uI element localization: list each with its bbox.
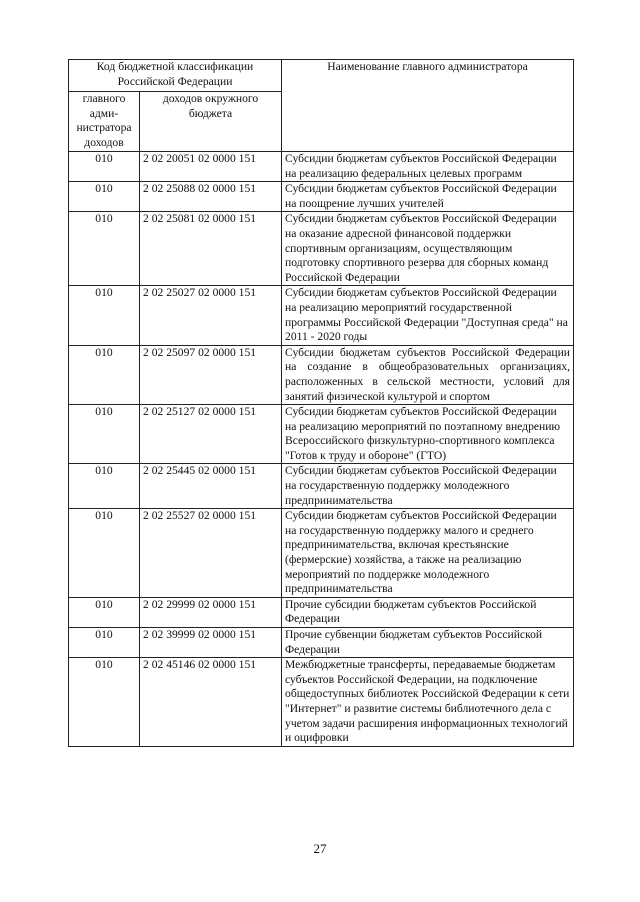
revenue-code-cell: 2 02 25097 02 0000 151: [140, 345, 282, 404]
revenue-code-cell: 2 02 25127 02 0000 151: [140, 405, 282, 464]
table-row: [69, 628, 574, 658]
admin-code-cell: 010: [69, 212, 140, 286]
administrator-name-cell: Субсидии бюджетам субъектов Российской Федерации на реализацию федеральных целевых программ: [282, 152, 574, 182]
admin-code-cell: 010: [69, 597, 140, 627]
budget-classification-table: [68, 59, 574, 747]
admin-code-cell: 010: [69, 286, 140, 345]
admin-code-cell: 010: [69, 509, 140, 598]
header-name-column: Наименование главного администратора: [282, 60, 574, 152]
admin-code-cell: 010: [69, 405, 140, 464]
table-row: [69, 509, 574, 598]
header-group-label: Код бюджетной классификации Российской Федерации: [69, 60, 282, 92]
administrator-name-cell: Субсидии бюджетам субъектов Российской Федерации на государственную поддержку малого и среднего предпринимательства, включая крестьянские (фермерские) хозяйства, а также на реализацию мероприятий по поддержке молодежного предпринимательства: [282, 509, 574, 598]
administrator-name-cell: Субсидии бюджетам субъектов Российской Федерации на реализацию мероприятий государственной программы Российской Федерации "Доступная среда" на 2011 - 2020 годы: [282, 286, 574, 345]
table-row: [69, 182, 574, 212]
table-row: [69, 464, 574, 509]
revenue-code-cell: 2 02 29999 02 0000 151: [140, 597, 282, 627]
administrator-name-cell: Субсидии бюджетам субъектов Российской Федерации на государственную поддержку молодежного предпринимательства: [282, 464, 574, 509]
table-row: [69, 286, 574, 345]
admin-code-cell: 010: [69, 152, 140, 182]
table-row: [69, 658, 574, 747]
admin-code-cell: 010: [69, 628, 140, 658]
administrator-name-cell: Субсидии бюджетам субъектов Российской Федерации на оказание адресной финансовой поддержки спортивным организациям, осуществляющим подготовку спортивного резерва для сборных команд Российской Федерации: [282, 212, 574, 286]
revenue-code-cell: 2 02 25027 02 0000 151: [140, 286, 282, 345]
revenue-code-cell: 2 02 25081 02 0000 151: [140, 212, 282, 286]
table-row: [69, 152, 574, 182]
table-row: [69, 405, 574, 464]
revenue-code-cell: 2 02 20051 02 0000 151: [140, 152, 282, 182]
table-row: [69, 597, 574, 627]
admin-code-cell: 010: [69, 658, 140, 747]
page-number: 27: [313, 841, 327, 856]
admin-code-cell: 010: [69, 464, 140, 509]
revenue-code-cell: 2 02 25445 02 0000 151: [140, 464, 282, 509]
admin-code-cell: 010: [69, 345, 140, 404]
administrator-name-cell: Субсидии бюджетам субъектов Российской Федерации на реализацию мероприятий по поэтапному внедрению Всероссийского физкультурно-спортивного комплекса "Готов к труду и обороне" (ГТО): [282, 405, 574, 464]
table-row: [69, 345, 574, 404]
revenue-code-cell: 2 02 45146 02 0000 151: [140, 658, 282, 747]
administrator-name-cell: Прочие субсидии бюджетам субъектов Российской Федерации: [282, 597, 574, 627]
administrator-name-cell: Субсидии бюджетам субъектов Российской Федерации на создание в общеобразовательных организациях, расположенных в сельской местности, условий для занятий физической культурой и спортом: [282, 345, 574, 404]
admin-code-cell: 010: [69, 182, 140, 212]
revenue-code-cell: 2 02 25088 02 0000 151: [140, 182, 282, 212]
administrator-name-cell: Прочие субвенции бюджетам субъектов Российской Федерации: [282, 628, 574, 658]
header-code-column: доходов окружного бюджета: [140, 92, 282, 152]
administrator-name-cell: Субсидии бюджетам субъектов Российской Федерации на поощрение лучших учителей: [282, 182, 574, 212]
revenue-code-cell: 2 02 25527 02 0000 151: [140, 509, 282, 598]
administrator-name-cell: Межбюджетные трансферты, передаваемые бюджетам субъектов Российской Федерации, на подключение общедоступных библиотек Российской Федерации к сети "Интернет" и развитие системы библиотечного дела с учетом задачи расширения информационных технологий и оцифровки: [282, 658, 574, 747]
header-admin-column: главного адми-нистратора доходов: [69, 92, 140, 152]
revenue-code-cell: 2 02 39999 02 0000 151: [140, 628, 282, 658]
table-row: [69, 212, 574, 286]
